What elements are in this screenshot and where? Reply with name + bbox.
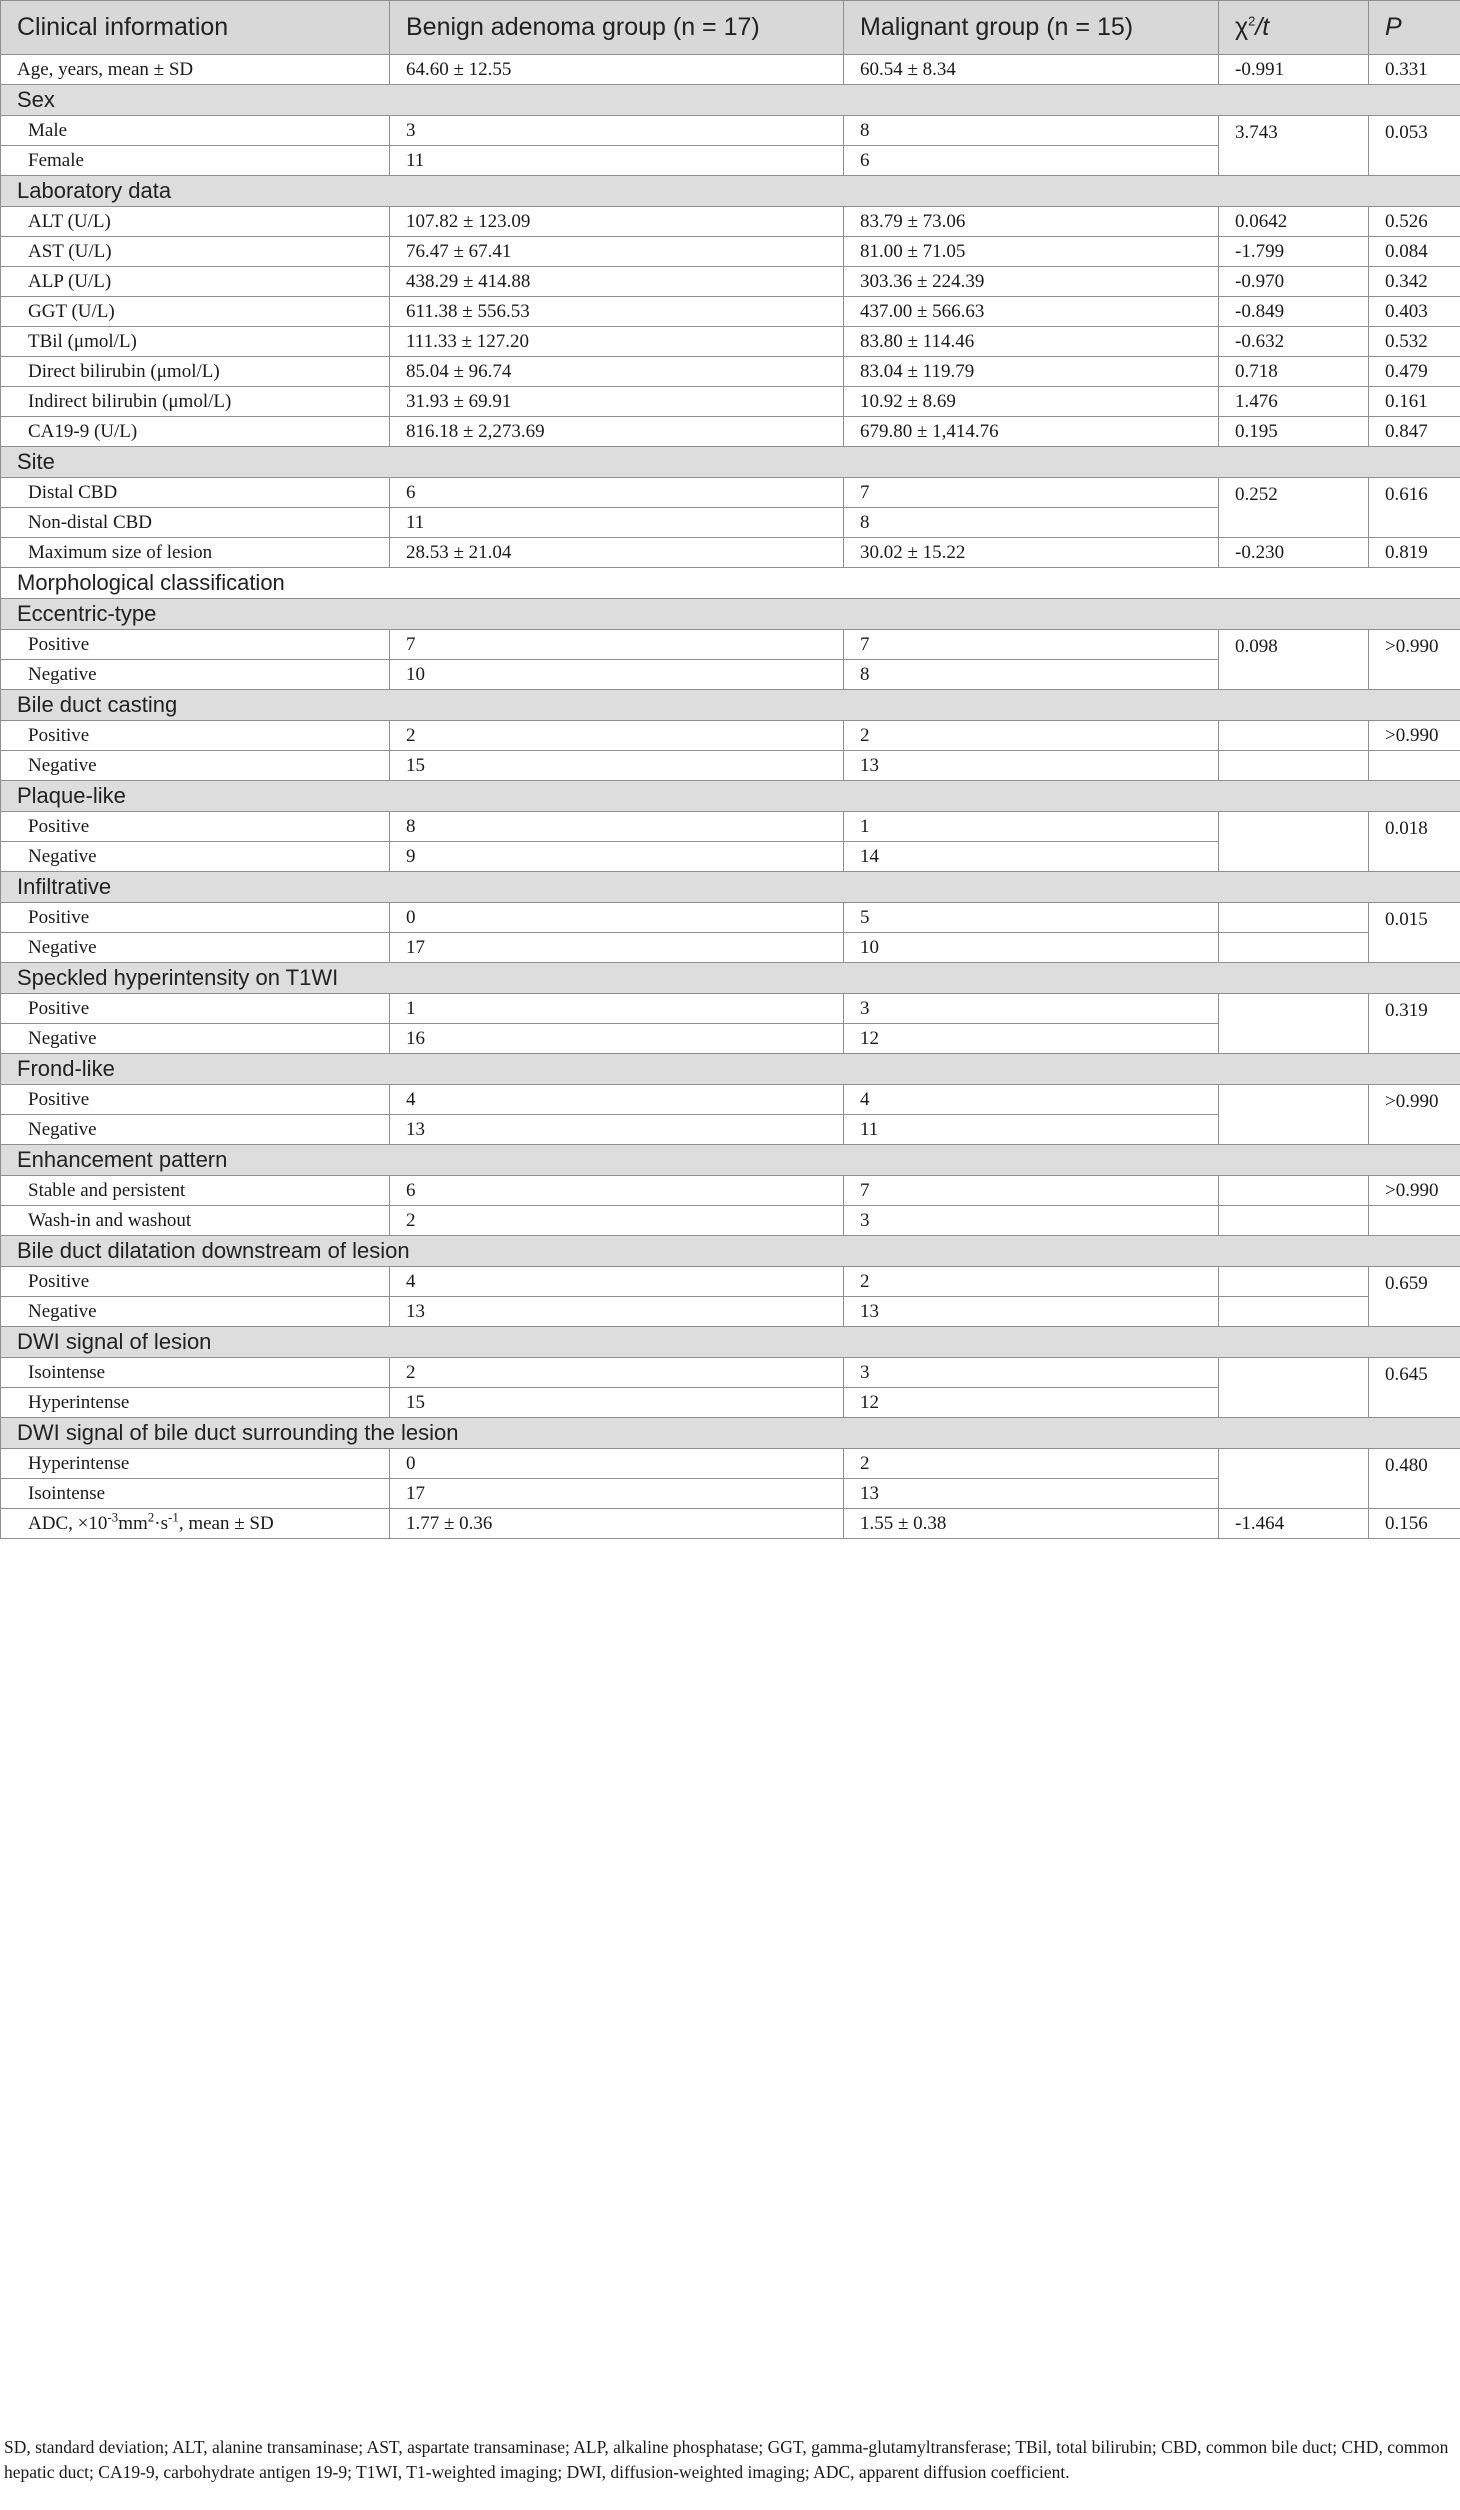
benign-value: 15 <box>390 751 844 781</box>
table-row <box>1 994 1460 1024</box>
malignant-value: 3 <box>844 1206 1219 1236</box>
row-label: Isointense <box>1 1358 390 1388</box>
benign-value: 438.29 ± 414.88 <box>390 267 844 297</box>
section-title: Sex <box>1 85 1460 116</box>
malignant-value: 3 <box>844 1358 1219 1388</box>
p-value: 0.084 <box>1369 237 1460 267</box>
malignant-value: 7 <box>844 1176 1219 1206</box>
benign-value: 0 <box>390 1449 844 1479</box>
section-title: Site <box>1 447 1460 478</box>
statistic-value <box>1219 751 1369 781</box>
benign-value: 3 <box>390 116 844 146</box>
section-title: Frond-like <box>1 1054 1460 1085</box>
table-row <box>1 721 1460 751</box>
table-row <box>1 1267 1460 1297</box>
p-value: 0.018 <box>1369 812 1460 872</box>
section-row <box>1 690 1460 721</box>
benign-value: 76.47 ± 67.41 <box>390 237 844 267</box>
statistic-value <box>1219 812 1369 872</box>
row-label: Negative <box>1 933 390 963</box>
p-value: 0.156 <box>1369 1509 1460 1539</box>
table-row <box>1 207 1460 237</box>
header-malignant-group: Malignant group (n = 15) <box>844 1 1219 55</box>
table-row <box>1 1509 1460 1539</box>
benign-value: 11 <box>390 508 844 538</box>
statistic-value: -0.991 <box>1219 55 1369 85</box>
table-row <box>1 538 1460 568</box>
malignant-value: 83.79 ± 73.06 <box>844 207 1219 237</box>
section-row <box>1 1054 1460 1085</box>
section-title: Bile duct casting <box>1 690 1460 721</box>
p-value: 0.161 <box>1369 387 1460 417</box>
row-label: Positive <box>1 994 390 1024</box>
p-value: 0.342 <box>1369 267 1460 297</box>
row-label: Female <box>1 146 390 176</box>
section-row <box>1 781 1460 812</box>
malignant-value: 437.00 ± 566.63 <box>844 297 1219 327</box>
benign-value: 11 <box>390 146 844 176</box>
row-label: Distal CBD <box>1 478 390 508</box>
benign-value: 1 <box>390 994 844 1024</box>
statistic-value: -0.632 <box>1219 327 1369 357</box>
p-value <box>1369 1206 1460 1236</box>
statistic-value: 0.098 <box>1219 630 1369 690</box>
table-row <box>1 357 1460 387</box>
p-value: >0.990 <box>1369 1085 1460 1145</box>
table-row <box>1 1206 1460 1236</box>
row-label: Age, years, mean ± SD <box>1 55 390 85</box>
malignant-value: 2 <box>844 1449 1219 1479</box>
section-title: Morphological classification <box>1 568 1460 599</box>
p-value: >0.990 <box>1369 1176 1460 1206</box>
section-row <box>1 1418 1460 1449</box>
table-footnote: SD, standard deviation; ALT, alanine transaminase; AST, aspartate transaminase; ALP, alkaline phosphatase; GGT, gamma-glutamyltransferase; TBil, total bilirubin; CBD, common bile duct; CHD, common hepatic duct; CA19-9, carbohydrate antigen 19-9; T1WI, T1-weighted imaging; DWI, diffusion-weighted imaging; ADC, apparent diffusion coefficient. <box>4 2437 1449 2482</box>
p-value: 0.053 <box>1369 116 1460 176</box>
table-row <box>1 1297 1460 1327</box>
table-row <box>1 478 1460 508</box>
p-value: 0.319 <box>1369 994 1460 1054</box>
malignant-value: 12 <box>844 1024 1219 1054</box>
statistic-value <box>1219 994 1369 1054</box>
section-row <box>1 85 1460 116</box>
malignant-value: 2 <box>844 1267 1219 1297</box>
p-value: >0.990 <box>1369 630 1460 690</box>
statistic-value: -0.230 <box>1219 538 1369 568</box>
statistic-value <box>1219 1176 1369 1206</box>
malignant-value: 83.80 ± 114.46 <box>844 327 1219 357</box>
benign-value: 0 <box>390 903 844 933</box>
table-row <box>1 297 1460 327</box>
benign-value: 31.93 ± 69.91 <box>390 387 844 417</box>
malignant-value: 12 <box>844 1388 1219 1418</box>
malignant-value: 303.36 ± 224.39 <box>844 267 1219 297</box>
benign-value: 8 <box>390 812 844 842</box>
section-row <box>1 1236 1460 1267</box>
statistic-value <box>1219 903 1369 933</box>
p-value: 0.480 <box>1369 1449 1460 1509</box>
statistic-value <box>1219 1085 1369 1145</box>
p-value: >0.990 <box>1369 721 1460 751</box>
section-row <box>1 963 1460 994</box>
malignant-value: 7 <box>844 478 1219 508</box>
section-row <box>1 1327 1460 1358</box>
table-row <box>1 327 1460 357</box>
table-row <box>1 1176 1460 1206</box>
benign-value: 2 <box>390 721 844 751</box>
section-title: Speckled hyperintensity on T1WI <box>1 963 1460 994</box>
p-value: 0.479 <box>1369 357 1460 387</box>
malignant-value: 83.04 ± 119.79 <box>844 357 1219 387</box>
row-label: Positive <box>1 812 390 842</box>
p-value: 0.616 <box>1369 478 1460 538</box>
statistic-value <box>1219 1449 1369 1509</box>
table-row <box>1 751 1460 781</box>
malignant-value: 10 <box>844 933 1219 963</box>
p-value: 0.847 <box>1369 417 1460 447</box>
malignant-value: 13 <box>844 1479 1219 1509</box>
benign-value: 6 <box>390 478 844 508</box>
header-clinical-information: Clinical information <box>1 1 390 55</box>
malignant-value: 3 <box>844 994 1219 1024</box>
row-label: Indirect bilirubin (μmol/L) <box>1 387 390 417</box>
row-label: AST (U/L) <box>1 237 390 267</box>
malignant-value: 30.02 ± 15.22 <box>844 538 1219 568</box>
benign-value: 816.18 ± 2,273.69 <box>390 417 844 447</box>
section-title: Enhancement pattern <box>1 1145 1460 1176</box>
row-label: ALT (U/L) <box>1 207 390 237</box>
malignant-value: 13 <box>844 1297 1219 1327</box>
statistic-value: -0.970 <box>1219 267 1369 297</box>
statistic-value: 0.0642 <box>1219 207 1369 237</box>
malignant-value: 1 <box>844 812 1219 842</box>
malignant-value: 2 <box>844 721 1219 751</box>
malignant-value: 679.80 ± 1,414.76 <box>844 417 1219 447</box>
malignant-value: 5 <box>844 903 1219 933</box>
section-row <box>1 872 1460 903</box>
row-label: ALP (U/L) <box>1 267 390 297</box>
row-label: Positive <box>1 903 390 933</box>
section-row <box>1 447 1460 478</box>
benign-value: 7 <box>390 630 844 660</box>
statistic-value: -1.799 <box>1219 237 1369 267</box>
benign-value: 1.77 ± 0.36 <box>390 1509 844 1539</box>
row-label: Stable and persistent <box>1 1176 390 1206</box>
statistic-value <box>1219 1358 1369 1418</box>
p-value <box>1369 751 1460 781</box>
benign-value: 15 <box>390 1388 844 1418</box>
row-label: Negative <box>1 751 390 781</box>
benign-value: 85.04 ± 96.74 <box>390 357 844 387</box>
statistic-value <box>1219 1297 1369 1327</box>
table-header-row <box>1 1 1460 55</box>
statistic-value <box>1219 1267 1369 1297</box>
row-label: Negative <box>1 1115 390 1145</box>
benign-value: 2 <box>390 1206 844 1236</box>
p-value: 0.819 <box>1369 538 1460 568</box>
table-row <box>1 55 1460 85</box>
section-title: Eccentric-type <box>1 599 1460 630</box>
row-label: Positive <box>1 721 390 751</box>
statistic-value <box>1219 1206 1369 1236</box>
table-row <box>1 812 1460 842</box>
row-label: GGT (U/L) <box>1 297 390 327</box>
benign-value: 4 <box>390 1085 844 1115</box>
table-row <box>1 417 1460 447</box>
row-label: Isointense <box>1 1479 390 1509</box>
table-row <box>1 116 1460 146</box>
section-row <box>1 176 1460 207</box>
malignant-value: 8 <box>844 116 1219 146</box>
p-value: 0.532 <box>1369 327 1460 357</box>
table-row <box>1 1449 1460 1479</box>
benign-value: 13 <box>390 1297 844 1327</box>
row-label: Negative <box>1 1297 390 1327</box>
benign-value: 17 <box>390 1479 844 1509</box>
section-title: Bile duct dilatation downstream of lesion <box>1 1236 1460 1267</box>
statistic-value <box>1219 933 1369 963</box>
malignant-value: 8 <box>844 508 1219 538</box>
row-label: Wash-in and washout <box>1 1206 390 1236</box>
malignant-value: 8 <box>844 660 1219 690</box>
statistic-value: -1.464 <box>1219 1509 1369 1539</box>
row-label: Positive <box>1 1085 390 1115</box>
benign-value: 2 <box>390 1358 844 1388</box>
row-label: ADC, $\times 10^{-3}mm^2\cdot s^{-1}$, mean ± SD <box>1 1509 390 1539</box>
row-label: Male <box>1 116 390 146</box>
statistic-value: 0.195 <box>1219 417 1369 447</box>
benign-value: 4 <box>390 1267 844 1297</box>
statistic-value <box>1219 721 1369 751</box>
malignant-value: 10.92 ± 8.69 <box>844 387 1219 417</box>
benign-value: 10 <box>390 660 844 690</box>
table-row <box>1 933 1460 963</box>
row-label: TBil (μmol/L) <box>1 327 390 357</box>
p-value: 0.403 <box>1369 297 1460 327</box>
table-row <box>1 237 1460 267</box>
section-row <box>1 1145 1460 1176</box>
benign-value: 611.38 ± 556.53 <box>390 297 844 327</box>
row-label: Hyperintense <box>1 1449 390 1479</box>
malignant-value: 6 <box>844 146 1219 176</box>
row-label: Maximum size of lesion <box>1 538 390 568</box>
row-label: CA19-9 (U/L) <box>1 417 390 447</box>
table-row <box>1 1085 1460 1115</box>
section-row <box>1 568 1460 599</box>
header-benign-group: Benign adenoma group (n = 17) <box>390 1 844 55</box>
benign-value: 9 <box>390 842 844 872</box>
section-title: Laboratory data <box>1 176 1460 207</box>
row-label: Negative <box>1 842 390 872</box>
table-row <box>1 1358 1460 1388</box>
section-title: Infiltrative <box>1 872 1460 903</box>
statistic-value: 1.476 <box>1219 387 1369 417</box>
p-value: 0.015 <box>1369 903 1460 963</box>
malignant-value: 4 <box>844 1085 1219 1115</box>
p-value: 0.645 <box>1369 1358 1460 1418</box>
statistic-value: 0.718 <box>1219 357 1369 387</box>
row-label: Negative <box>1 1024 390 1054</box>
malignant-value: 13 <box>844 751 1219 781</box>
statistic-value: -0.849 <box>1219 297 1369 327</box>
table-row <box>1 387 1460 417</box>
section-title: DWI signal of lesion <box>1 1327 1460 1358</box>
section-title: DWI signal of bile duct surrounding the lesion <box>1 1418 1460 1449</box>
header-statistic: $\chi^2/t$ <box>1219 1 1369 55</box>
table-row <box>1 630 1460 660</box>
row-label: Direct bilirubin (μmol/L) <box>1 357 390 387</box>
benign-value: 107.82 ± 123.09 <box>390 207 844 237</box>
row-label: Positive <box>1 1267 390 1297</box>
benign-value: 16 <box>390 1024 844 1054</box>
malignant-value: 14 <box>844 842 1219 872</box>
benign-value: 17 <box>390 933 844 963</box>
malignant-value: 7 <box>844 630 1219 660</box>
header-p-value: P <box>1369 1 1460 55</box>
benign-value: 64.60 ± 12.55 <box>390 55 844 85</box>
section-title: Plaque-like <box>1 781 1460 812</box>
benign-value: 111.33 ± 127.20 <box>390 327 844 357</box>
section-row <box>1 599 1460 630</box>
row-label: Hyperintense <box>1 1388 390 1418</box>
row-label: Negative <box>1 660 390 690</box>
benign-value: 28.53 ± 21.04 <box>390 538 844 568</box>
p-value: 0.526 <box>1369 207 1460 237</box>
row-label: Positive <box>1 630 390 660</box>
benign-value: 13 <box>390 1115 844 1145</box>
malignant-value: 81.00 ± 71.05 <box>844 237 1219 267</box>
p-value: 0.659 <box>1369 1267 1460 1327</box>
p-value: 0.331 <box>1369 55 1460 85</box>
row-label: Non-distal CBD <box>1 508 390 538</box>
benign-value: 6 <box>390 1176 844 1206</box>
statistic-value: 0.252 <box>1219 478 1369 538</box>
malignant-value: 60.54 ± 8.34 <box>844 55 1219 85</box>
statistic-value: 3.743 <box>1219 116 1369 176</box>
table-row <box>1 903 1460 933</box>
malignant-value: 11 <box>844 1115 1219 1145</box>
malignant-value: 1.55 ± 0.38 <box>844 1509 1219 1539</box>
table-row <box>1 267 1460 297</box>
